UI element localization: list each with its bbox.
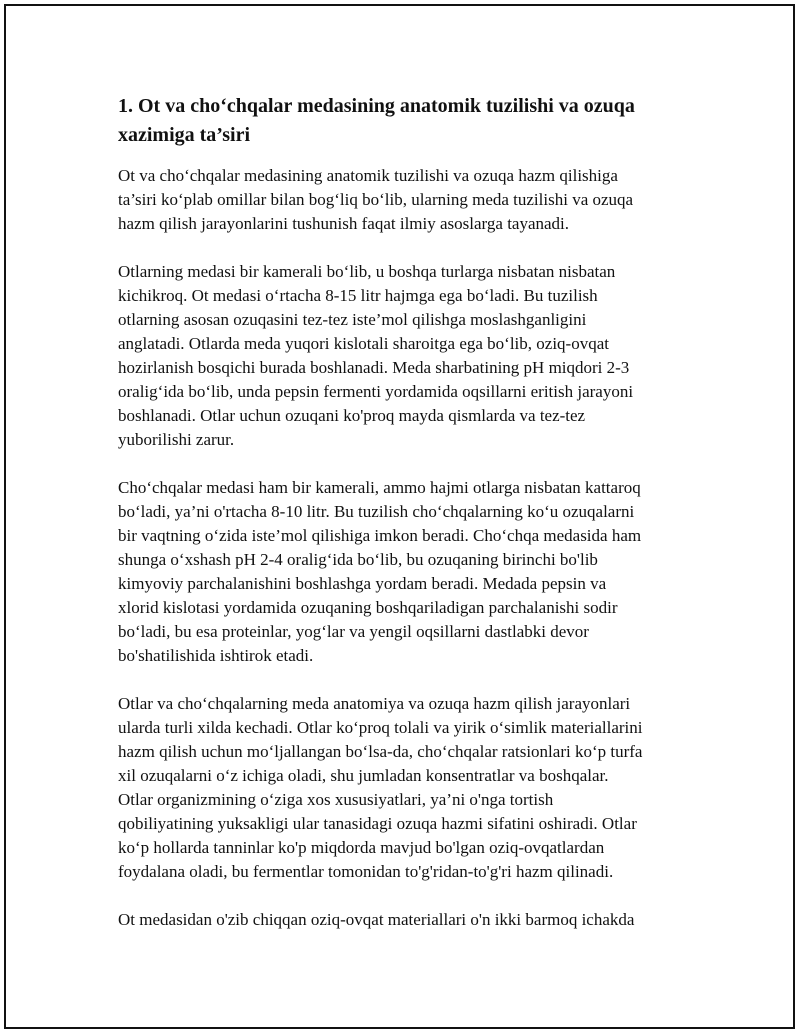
document-body [118,92,698,956]
section-heading: 1. Ot va cho‘chqalar medasining anatomik tuzilishi va ozuqa xazimiga ta’siri [118,95,635,146]
paragraph-pig-stomach: Cho‘chqalar medasi ham bir kamerali, ammo hajmi otlarga nisbatan kattaroq bo‘ladi, ya’ni o'rtacha 8-10 litr. Bu tuzilish cho‘chqalarning ko‘u ozuqalarni bir vaqtning o‘zida iste’mol qilishiga imkon beradi. Cho‘chqa medasida ham shunga o‘xshash pH 2-4 oralig‘ida bo‘lib, bu ozuqaning birinchi bo'lib kimyoviy parchalanishini boshlashga yordam beradi. Medada pepsin va xlorid kislotasi yordamida ozuqaning boshqariladigan parchalanishi sodir bo‘ladi, bu esa proteinlar, yog‘lar va yengil oqsillarni dastlabki devor bo'shatilishida ishtirok etadi. [118,478,642,665]
paragraph-comparison: Otlar va cho‘chqalarning meda anatomiya va ozuqa hazm qilish jarayonlari ularda turli xilda kechadi. Otlar ko‘proq tolali va yirik o‘simlik materiallarini hazm qilish uchun mo‘ljallangan bo‘lsa-da, cho‘chqalar ratsionlari ko‘p turfa xil ozuqalarni o‘z ichiga oladi, shu jumladan konsentratlar va boshqalar. Otlar organizmining o‘ziga xos xususiyatlari, ya’ni o'nga tortish qobiliyatining yuksakligi ular tanasidagi ozuqa hazmi sifatini oshiradi. Otlar ko‘p hollarda tanninlar ko'p miqdorda mavjud bo'lgan oziq-ovqatlardan foydalana oladi, bu fermentlar tomonidan to'g'ridan-to'g'ri hazm qilinadi. [118,694,643,881]
paragraph-continuation: Ot medasidan o'zib chiqqan oziq-ovqat materiallari o'n ikki barmoq ichakda [118,910,635,929]
paragraph-horse-stomach: Otlarning medasi bir kamerali bo‘lib, u boshqa turlarga nisbatan nisbatan kichikroq. Ot medasi o‘rtacha 8-15 litr hajmga ega bo‘ladi. Bu tuzilish otlarning asosan ozuqasini tez-tez iste’mol qilishga moslashganligini anglatadi. Otlarda meda yuqori kislotali sharoitga ega bo‘lib, oziq-ovqat hozirlanish bosqichi burada boshlanadi. Meda sharbatining pH miqdori 2-3 oralig‘ida bo‘lib, unda pepsin fermenti yordamida oqsillarni eritish jarayoni boshlanadi. Otlar uchun ozuqani ko'proq mayda qismlarda va tez-tez yuborilishi zarur. [118,262,634,449]
paragraph-intro: Ot va cho‘chqalar medasining anatomik tuzilishi va ozuqa hazm qilishiga ta’siri ko‘plab omillar bilan bog‘liq bo‘lib, ularning meda tuzilishi va ozuqa hazm qilish jarayonlarini tushunish faqat ilmiy asoslarga tayanadi. [118,166,634,233]
